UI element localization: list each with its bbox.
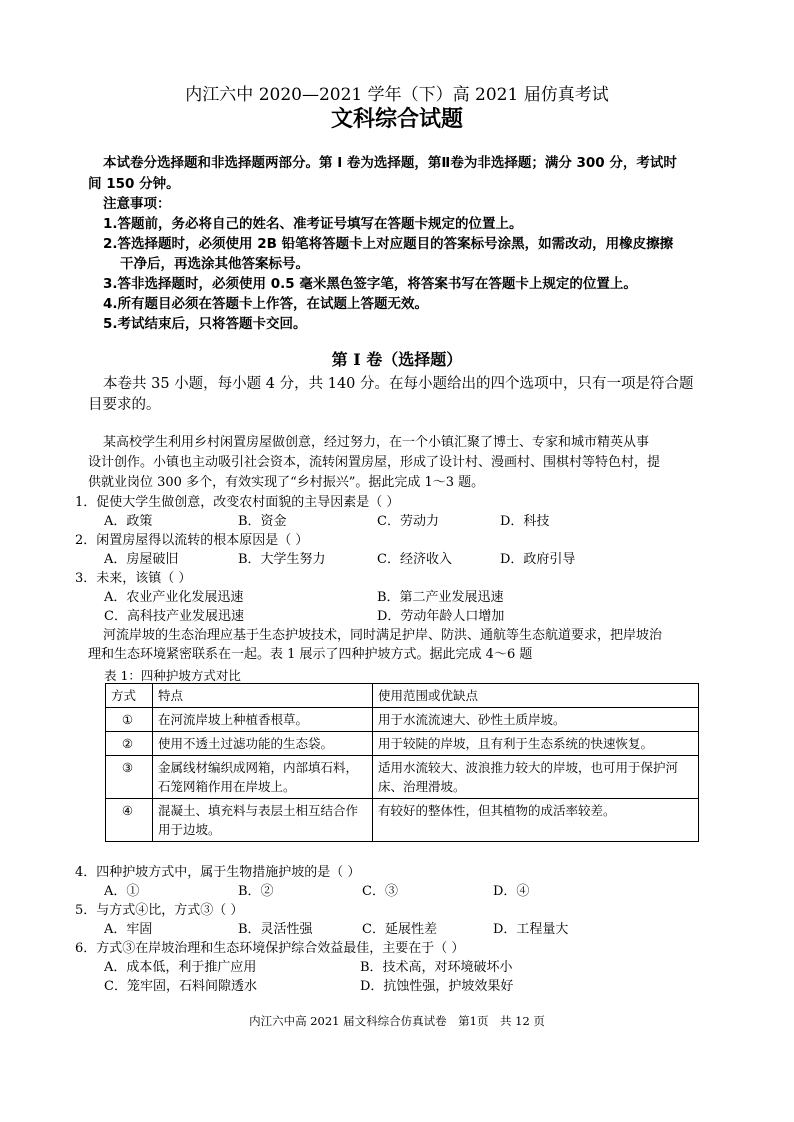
q1-option-b: B．资金 <box>238 514 287 529</box>
row-usage: 用于水流流速大、砂性土质岸坡。 <box>373 708 699 732</box>
q5-option-a: A．牢固 <box>104 922 153 937</box>
comparison-table <box>105 683 699 842</box>
note-2b: 干净后，再选涂其他答案标号。 <box>120 256 309 272</box>
q2-option-a: A．房屋破旧 <box>104 552 179 567</box>
row-usage: 适用水流较大、波浪推力较大的岸坡，也可用于保护河床、治理滑坡。 <box>373 756 699 799</box>
notes-title: 注意事项： <box>103 196 171 212</box>
q3-option-c: C．高科技产业发展迅速 <box>104 609 244 624</box>
passage1-line-3: 供就业岗位 300 多个，有效实现了“乡村振兴”。据此完成 1～3 题。 <box>88 475 485 490</box>
table-caption: 表 1：四种护坡方式对比 <box>104 668 241 683</box>
q6-option-c: C．笼牢固，石料间隙透水 <box>104 979 257 994</box>
table-header-mode: 方式 <box>106 684 153 708</box>
section-desc-2: 目要求的。 <box>88 397 161 413</box>
passage2-line-1: 河流岸坡的生态治理应基于生态护坡技术，同时满足护岸、防洪、通航等生态航道要求，把岸坡治 <box>103 628 663 643</box>
note-1: 1.答题前，务必将自己的姓名、准考证号填写在答题卡规定的位置上。 <box>103 216 523 232</box>
q5-option-c: C．延展性差 <box>362 922 437 937</box>
section-title: 第 I 卷（选择题） <box>331 350 463 369</box>
q5-stem: 5．与方式④比，方式③（ ） <box>75 903 244 918</box>
q6-stem: 6．方式③在岸坡治理和生态环境保护综合效益最佳，主要在于（ ） <box>75 941 465 956</box>
q4-option-c: C．③ <box>362 884 398 899</box>
row-mode: ① <box>106 708 153 732</box>
row-feature: 在河流岸坡上种植香根草。 <box>153 708 373 732</box>
row-usage: 有较好的整体性，但其植物的成活率较差。 <box>373 799 699 842</box>
exam-subject-title: 文科综合试题 <box>330 106 463 132</box>
note-3: 3.答非选择题时，必须使用 0.5 毫米黑色签字笔，将答案书写在答题卡上规定的位置上。 <box>103 276 637 292</box>
note-4: 4.所有题目必须在答题卡上作答，在试题上答题无效。 <box>103 296 429 312</box>
intro-line-2: 间 150 分钟。 <box>88 176 180 192</box>
q2-option-d: D．政府引导 <box>500 552 576 567</box>
table-row <box>106 756 699 799</box>
q3-option-a: A．农业产业化发展迅速 <box>104 590 244 605</box>
q6-option-d: D．抗蚀性强，护坡效果好 <box>360 979 514 994</box>
row-feature: 金属线材编织成网箱，内部填石料，石笼网箱作用在岸坡上。 <box>153 756 373 799</box>
q1-stem: 1．促使大学生做创意，改变农村面貌的主导因素是（ ） <box>75 495 400 510</box>
q4-option-b: B．② <box>238 884 274 899</box>
q1-option-d: D．科技 <box>500 514 550 529</box>
passage2-line-2: 理和生态环境紧密联系在一起。表 1 展示了四种护坡方式。据此完成 4～6 题 <box>88 647 533 662</box>
table-header-usage: 使用范围或优缺点 <box>373 684 699 708</box>
q2-option-b: B．大学生努力 <box>238 552 326 567</box>
section-desc-1: 本卷共 35 小题，每小题 4 分，共 140 分。在每小题给出的四个选项中，只有一项是符合题 <box>103 376 694 392</box>
q1-option-c: C．劳动力 <box>377 514 439 529</box>
page-footer: 内江六中高 2021 届文科综合仿真试卷 第1页 共 12 页 <box>249 1014 545 1028</box>
row-mode: ④ <box>106 799 153 842</box>
q3-option-b: B．第二产业发展迅速 <box>377 590 504 605</box>
table-row <box>106 708 699 732</box>
table-row <box>106 799 699 842</box>
exam-header: 内江六中 2020—2021 学年（下）高 2021 届仿真考试 <box>185 85 609 105</box>
q4-stem: 4．四种护坡方式中，属于生物措施护坡的是（ ） <box>75 865 361 880</box>
q3-stem: 3．未来，该镇（ ） <box>75 571 192 586</box>
table-header-feature: 特点 <box>153 684 373 708</box>
intro-line-1: 本试卷分选择题和非选择题两部分。第 I 卷为选择题，第Ⅱ卷为非选择题；满分 300 分，考试时 <box>103 155 677 171</box>
q4-option-a: A．① <box>104 884 140 899</box>
row-feature: 混凝土、填充料与表层土相互结合作用于边坡。 <box>153 799 373 842</box>
passage1-line-1: 某高校学生利用乡村闲置房屋做创意，经过努力，在一个小镇汇聚了博士、专家和城市精英从事 <box>103 435 650 450</box>
q5-option-d: D．工程量大 <box>493 922 569 937</box>
table-row <box>106 732 699 756</box>
q5-option-b: B．灵活性强 <box>238 922 313 937</box>
row-mode: ② <box>106 732 153 756</box>
row-mode: ③ <box>106 756 153 799</box>
q6-option-a: A．成本低，利于推广应用 <box>104 960 257 975</box>
passage1-line-2: 设计创作。小镇也主动吸引社会资本，流转闲置房屋，形成了设计村、漫画村、围棋村等特色村，提 <box>88 455 661 470</box>
q6-option-b: B．技术高，对环境破坏小 <box>360 960 513 975</box>
q4-option-d: D．④ <box>493 884 530 899</box>
q1-option-a: A．政策 <box>104 514 153 529</box>
note-5: 5.考试结束后，只将答题卡交回。 <box>103 316 307 332</box>
q2-stem: 2．闲置房屋得以流转的根本原因是（ ） <box>75 533 309 548</box>
note-2a: 2.答选择题时，必须使用 2B 铅笔将答题卡上对应题目的答案标号涂黑，如需改动，用橡皮擦擦 <box>103 236 674 252</box>
table-header-row <box>106 684 699 708</box>
q3-option-d: D．劳动年龄人口增加 <box>377 609 505 624</box>
q2-option-c: C．经济收入 <box>377 552 452 567</box>
row-feature: 使用不透土过滤功能的生态袋。 <box>153 732 373 756</box>
row-usage: 用于较陡的岸坡，且有利于生态系统的快速恢复。 <box>373 732 699 756</box>
